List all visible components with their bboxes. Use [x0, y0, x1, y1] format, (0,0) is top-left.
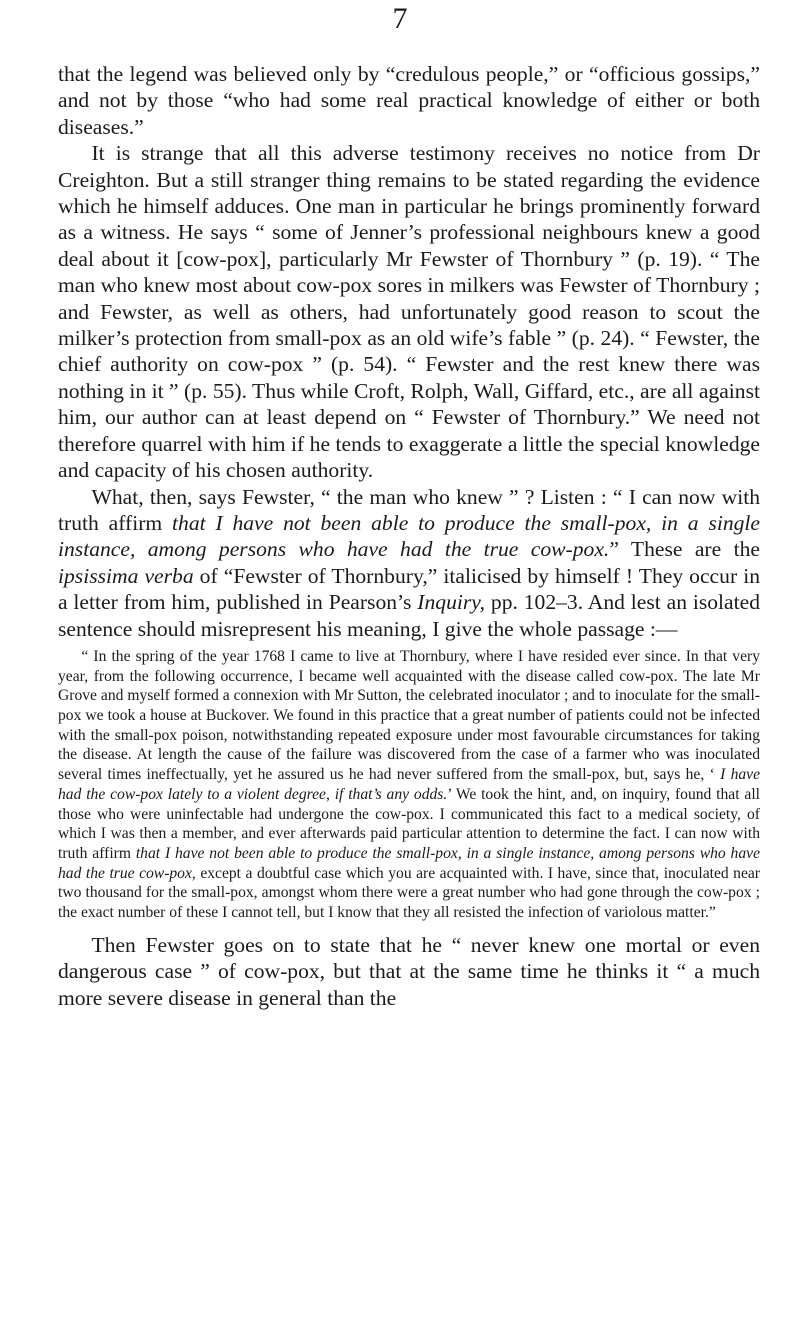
text-segment: Then Fewster goes on to state that he “ never knew one mortal or even dangerous case ” of cow-pox, but that at the same time he thinks it “ a much more severe disease in general than the [58, 932, 760, 1010]
body-text [58, 61, 760, 1011]
paragraph-3 [58, 484, 760, 642]
italic-segment: I have had the cow-pox lately to a violent degree, if that’s any odds. [58, 766, 760, 803]
closing-paragraph [58, 932, 760, 1011]
paragraph-2 [58, 140, 760, 483]
italic-segment: ipsissima verba [58, 563, 194, 588]
quote-paragraph [58, 647, 760, 923]
text-segment: pp. 102–3. And lest an isolated sentence should misrepresent his meaning, I give the whole passage :— [58, 590, 760, 641]
text-segment: It is strange that all this adverse testimony receives no notice from Dr Creighton. But a still stranger thing remains to be stated regarding the evidence which he himself adduces. One man in particular he brings prominently forward as a witness. He says “ some of Jenner’s professional neighbours knew a good deal about it [cow-pox], particularly Mr Fewster of Thornbury ” (p. 19). “ The man who knew most about cow-pox sores in milkers was Fewster of Thornbury ; and Fewster, as well as others, had unfortunately good reason to scout the milker’s protection from small-pox as an old wife’s fable ” (p. 24). “ Fewster, the chief authority on cow-pox ” (p. 54). “ Fewster and the rest knew there was nothing in it ” (p. 55). Thus while Croft, Rolph, Wall, Giffard, etc., are all against him, our author can at least depend on “ Fewster of Thornbury.” We need not therefore quarrel with him if he tends to exaggerate a little the special knowledge and capacity of his chosen authority. [58, 141, 760, 483]
text-segment: “ In the spring of the year 1768 I came to live at Thornbury, where I have resided ever since. In that very year, from the following occurrence, I became well acquainted with the disease called cow-pox. The late Mr Grove and myself formed a connexion with Mr Sutton, the celebrated inoculator ; and to inoculate for the small-pox we took a house at Buckover. We found in this practice that a great number of patients could not be infected with the small-pox poison, notwithstanding repeated exposure under most favourable circumstances for taking the disease. At length the cause of the failure was discovered from the case of a farmer who was inoculated several times ineffectually, yet he assured us he had never suffered from the small-pox, but, says he, ‘ [58, 647, 760, 784]
block-quote [58, 647, 760, 923]
text-segment: ’ We took the hint, and, on inquiry, found that all those who were uninfectable had undergone the cow-pox. I communicated this fact to a medical society, of which I was then a member, and ever afterwards paid particular attention to determine the fact. I can now with truth affirm [58, 785, 760, 862]
italic-segment: that I have not been able to produce the small-pox, in a single instance, among persons who have had the true cow-pox, [58, 844, 760, 882]
text-segment: except a doubtful case which you are acquainted with. I have, since that, inoculated near two thousand for the small-pox, amongst whom there were a great number who had gone through the cow-pox ; the exact number of these I cannot tell, but I know that they all resisted the infection of variolous matter.” [58, 864, 760, 922]
text-segment: that the legend was believed only by “credulous people,” or “officious gossips,” and not by those “who had some real practical knowledge of either or both diseases.” [58, 62, 760, 139]
page-number: 7 [392, 2, 408, 35]
text-segment: What, then, says Fewster, “ the man who knew ” ? Listen : “ I can now with truth affirm [58, 484, 760, 535]
text-segment: of “Fewster of Thornbury,” italicised by himself ! They occur in a letter from him, published in Pearson’s [58, 563, 760, 615]
text-segment: ” These are the [609, 537, 760, 562]
italic-segment: that I have not been able to produce the small-pox, in a single instance, among persons who have had the true cow-pox. [58, 510, 760, 562]
italic-segment: Inquiry, [417, 590, 486, 615]
paragraph-1 [58, 61, 760, 140]
